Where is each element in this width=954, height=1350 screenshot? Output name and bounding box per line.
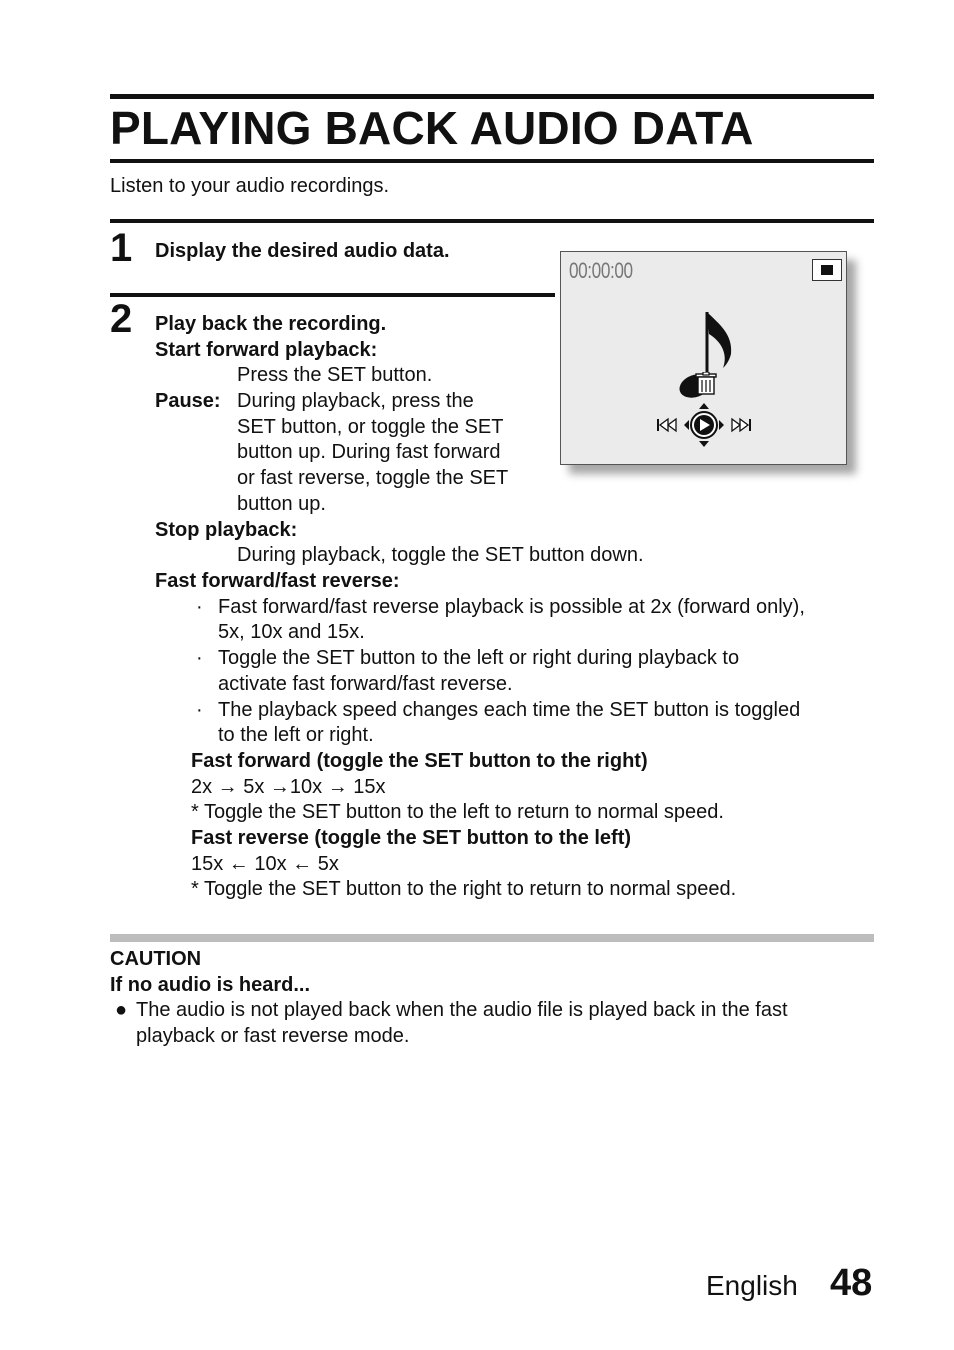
fast-forward-heading: Fast forward (toggle the SET button to the right) bbox=[191, 750, 648, 772]
pause-line: or fast reverse, toggle the SET bbox=[237, 467, 509, 489]
fast-forward-note: * Toggle the SET button to the left to return to normal speed. bbox=[191, 801, 724, 823]
caution-label: CAUTION bbox=[110, 948, 202, 970]
caution-bullet-dot: ● bbox=[115, 999, 128, 1021]
caution-line: playback or fast reverse mode. bbox=[136, 1025, 410, 1047]
fast-forward-reverse-label: Fast forward/fast reverse: bbox=[155, 570, 400, 592]
bullet-line: activate fast forward/fast reverse. bbox=[218, 673, 513, 695]
step2-number: 2 bbox=[110, 297, 133, 341]
play-icon bbox=[691, 412, 717, 438]
step2-rule bbox=[110, 293, 555, 297]
stop-icon bbox=[812, 259, 842, 281]
fast-reverse-heading: Fast reverse (toggle the SET button to the left) bbox=[191, 827, 632, 849]
bullet-dot: · bbox=[196, 596, 203, 618]
step1-number: 1 bbox=[110, 226, 133, 270]
audio-playback-screen bbox=[560, 251, 847, 465]
caution-divider bbox=[110, 934, 874, 942]
pause-line: SET button, or toggle the SET bbox=[237, 416, 504, 438]
stop-playback-label: Stop playback: bbox=[155, 519, 298, 541]
skip-forward-icon bbox=[732, 419, 751, 431]
playback-controls bbox=[651, 402, 761, 448]
title-bottom-rule bbox=[110, 159, 874, 163]
trash-icon bbox=[695, 372, 717, 396]
bullet-line: Fast forward/fast reverse playback is possible at 2x (forward only), bbox=[218, 596, 805, 618]
fast-forward-sequence: 2x → 5x →10x → 15x bbox=[191, 776, 386, 798]
pause-label: Pause: bbox=[155, 390, 221, 412]
footer-language: English bbox=[706, 1270, 798, 1301]
step2-heading: Play back the recording. bbox=[155, 313, 387, 335]
start-playback-text: Press the SET button. bbox=[237, 364, 433, 386]
bullet-line: 5x, 10x and 15x. bbox=[218, 621, 365, 643]
bullet-line: to the left or right. bbox=[218, 724, 374, 746]
pause-line: button up. bbox=[237, 493, 326, 515]
intro-text: Listen to your audio recordings. bbox=[110, 175, 390, 197]
page-title: PLAYING BACK AUDIO DATA bbox=[110, 102, 754, 154]
caution-line: The audio is not played back when the audio file is played back in the fast bbox=[136, 999, 788, 1021]
step1-rule bbox=[110, 219, 874, 223]
pause-line: During playback, press the bbox=[237, 390, 474, 412]
bullet-dot: · bbox=[196, 647, 203, 669]
page-number: 48 bbox=[830, 1262, 873, 1304]
stop-playback-text: During playback, toggle the SET button down. bbox=[237, 544, 644, 566]
bullet-line: The playback speed changes each time the SET button is toggled bbox=[218, 699, 801, 721]
fast-reverse-sequence: 15x ← 10x ← 5x bbox=[191, 853, 339, 875]
pause-line: button up. During fast forward bbox=[237, 441, 501, 463]
title-top-rule bbox=[110, 94, 874, 99]
step1-text: Display the desired audio data. bbox=[155, 240, 450, 262]
skip-back-icon bbox=[657, 419, 676, 431]
fast-reverse-note: * Toggle the SET button to the right to return to normal speed. bbox=[191, 878, 737, 900]
caution-heading: If no audio is heard... bbox=[110, 974, 311, 996]
start-playback-label: Start forward playback: bbox=[155, 339, 378, 361]
playback-time: 00:00:00 bbox=[569, 258, 633, 283]
bullet-line: Toggle the SET button to the left or right during playback to bbox=[218, 647, 740, 669]
bullet-dot: · bbox=[196, 699, 203, 721]
